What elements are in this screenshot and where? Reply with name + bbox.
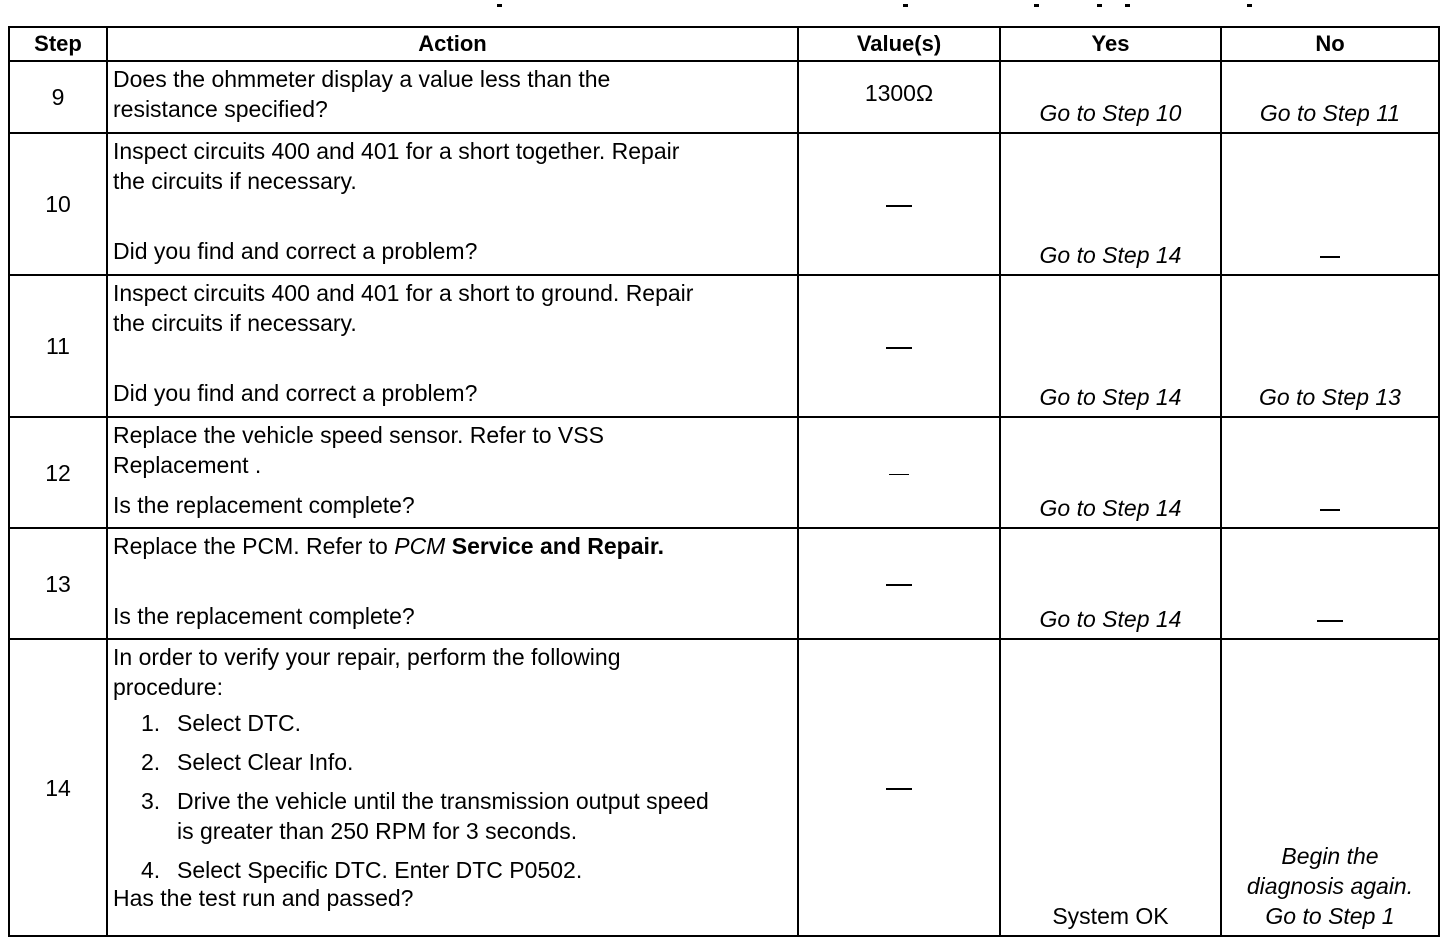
action-question: Has the test run and passed? <box>113 885 414 911</box>
step-number: 9 <box>9 61 107 133</box>
action-cell <box>107 133 798 275</box>
action-text: In order to verify your repair, perform the following <box>113 644 621 670</box>
action-text: the circuits if necessary. <box>113 310 357 336</box>
no-link[interactable]: Begin the diagnosis again. Go to Step 1 <box>1221 639 1439 936</box>
yes-result: System OK <box>1000 639 1221 936</box>
value-cell: 1300Ω <box>798 61 1000 133</box>
top-edge-marks <box>0 0 1456 26</box>
yes-link[interactable]: Go to Step 14 <box>1000 528 1221 639</box>
header-step: Step <box>9 27 107 61</box>
procedure-step: 1. Select DTC. <box>141 710 301 736</box>
no-link[interactable]: Go to Step 11 <box>1221 61 1439 133</box>
action-reference-italic: PCM <box>394 533 446 559</box>
table-row <box>9 417 1439 528</box>
dash-mark <box>886 347 912 349</box>
action-question: Did you find and correct a problem? <box>113 380 478 406</box>
yes-link[interactable]: Go to Step 10 <box>1000 61 1221 133</box>
action-reference-bold: Service and Repair. <box>445 533 664 559</box>
yes-link[interactable]: Go to Step 14 <box>1000 417 1221 528</box>
action-cell <box>107 61 798 133</box>
dash-mark <box>1320 256 1340 258</box>
value-cell <box>798 528 1000 639</box>
action-question: Did you find and correct a problem? <box>113 238 478 264</box>
action-text: the circuits if necessary. <box>113 168 357 194</box>
action-text: Does the ohmmeter display a value less than the <box>113 66 611 92</box>
no-cell <box>1221 133 1439 275</box>
dash-mark <box>1320 509 1340 511</box>
yes-link[interactable]: Go to Step 14 <box>1000 133 1221 275</box>
table-row <box>9 275 1439 417</box>
action-cell <box>107 528 798 639</box>
diagnostic-table <box>8 26 1440 937</box>
header-yes: Yes <box>1000 27 1221 61</box>
step-number: 14 <box>9 639 107 936</box>
table-row <box>9 133 1439 275</box>
dash-mark <box>886 205 912 207</box>
table-row <box>9 528 1439 639</box>
step-number: 13 <box>9 528 107 639</box>
action-question: Is the replacement complete? <box>113 603 415 629</box>
value-cell <box>798 417 1000 528</box>
procedure-step: 3. Drive the vehicle until the transmission output speed is greater than 250 RPM for 3 seconds. <box>141 788 709 844</box>
action-question: Is the replacement complete? <box>113 492 415 518</box>
header-values: Value(s) <box>798 27 1000 61</box>
table-row <box>9 61 1439 133</box>
dash-mark <box>1317 620 1343 622</box>
procedure-list <box>113 708 791 885</box>
header-no: No <box>1221 27 1439 61</box>
step-number: 10 <box>9 133 107 275</box>
step-number: 12 <box>9 417 107 528</box>
header-action: Action <box>107 27 798 61</box>
action-cell <box>107 639 798 936</box>
dash-mark <box>889 474 909 476</box>
value-cell <box>798 275 1000 417</box>
step-number: 11 <box>9 275 107 417</box>
action-text: Replace the vehicle speed sensor. Refer to VSS <box>113 422 604 448</box>
action-text: resistance specified? <box>113 96 328 122</box>
action-cell <box>107 275 798 417</box>
value-cell <box>798 133 1000 275</box>
value-cell <box>798 639 1000 936</box>
dash-mark <box>886 788 912 790</box>
action-text: Replace the PCM. Refer to PCM Service and Repair. <box>113 533 664 559</box>
action-cell <box>107 417 798 528</box>
procedure-step: 2. Select Clear Info. <box>141 749 354 775</box>
header-row <box>9 27 1439 61</box>
no-link[interactable]: Go to Step 13 <box>1221 275 1439 417</box>
no-cell <box>1221 528 1439 639</box>
no-cell <box>1221 417 1439 528</box>
action-text: Replacement . <box>113 452 262 478</box>
action-text: Inspect circuits 400 and 401 for a short to ground. Repair <box>113 280 694 306</box>
dash-mark <box>886 584 912 586</box>
action-text: Inspect circuits 400 and 401 for a short together. Repair <box>113 138 680 164</box>
action-text: procedure: <box>113 674 223 700</box>
table-row <box>9 639 1439 936</box>
yes-link[interactable]: Go to Step 14 <box>1000 275 1221 417</box>
procedure-step: 4. Select Specific DTC. Enter DTC P0502. <box>141 857 583 883</box>
